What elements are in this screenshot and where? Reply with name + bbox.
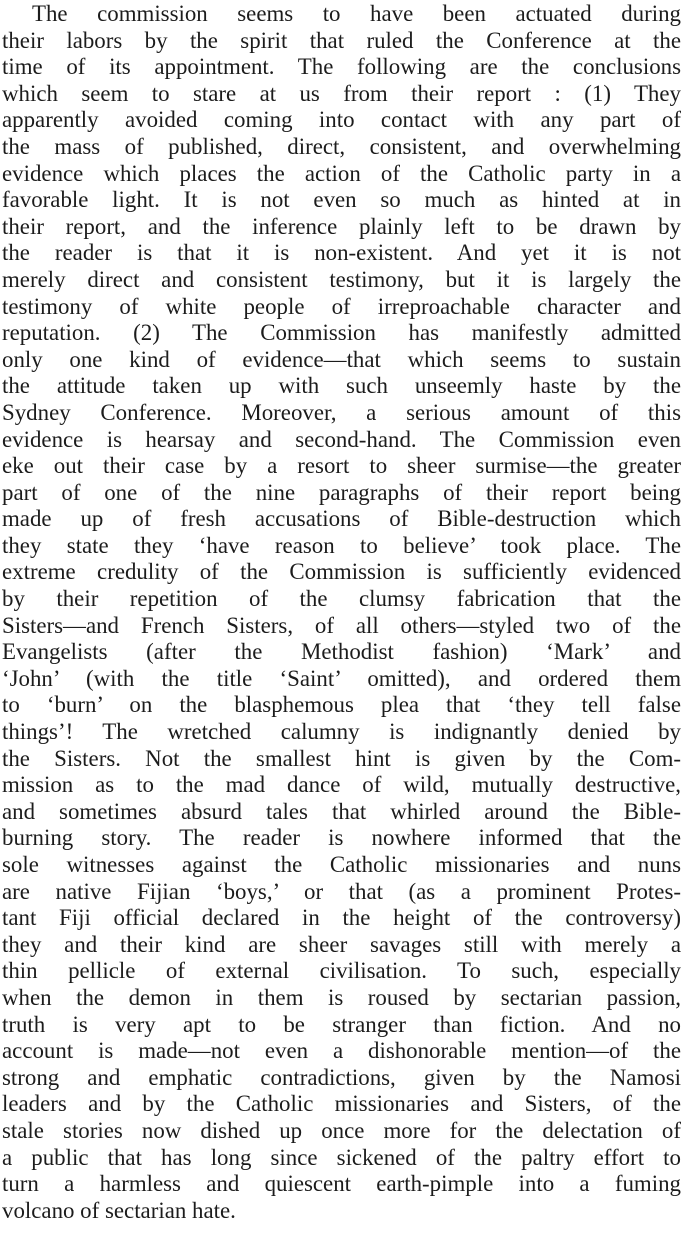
text-line-07: evidence which places the action of the Catholic party in a: [2, 160, 681, 186]
text-line-30: mission as to the mad dance of wild, mutually destructive,: [2, 772, 681, 798]
text-line-44: a public that has long since sickened of the paltry effort to: [2, 1144, 681, 1170]
text-line-33: sole witnesses against the Catholic missionaries and nuns: [2, 852, 681, 877]
text-line-25: Evangelists (after the Methodist fashion) ‘Mark’ and: [2, 639, 681, 665]
text-line-37: thin pellicle of external civilisation. To such, especially: [2, 958, 681, 984]
text-line-01: The commission seems to have been actuated during: [32, 1, 681, 26]
text-line-46: volcano of sectarian hate.: [2, 1197, 236, 1223]
text-line-24: Sisters—and French Sisters, of all others—styled two of the: [2, 612, 681, 638]
text-line-20: made up of fresh accusations of Bible-destruction which: [2, 506, 681, 532]
text-line-23: by their repetition of the clumsy fabrication that the: [2, 586, 681, 612]
text-line-35: tant Fiji official declared in the height of the controversy): [2, 905, 681, 931]
text-line-16: Sydney Conference. Moreover, a serious amount of this: [2, 399, 681, 425]
text-line-34: are native Fijian ‘boys,’ or that (as a prominent Protes-: [2, 878, 681, 904]
text-line-03: time of its appointment. The following are the conclusions: [2, 54, 681, 80]
text-line-15: the attitude taken up with such unseemly haste by the: [2, 373, 681, 399]
text-line-19: part of one of the nine paragraphs of their report being: [2, 479, 681, 505]
text-line-12: testimony of white people of irreproachable character and: [2, 293, 681, 319]
text-line-10: the reader is that it is non-existent. And yet it is not: [2, 240, 681, 266]
text-line-31: and sometimes absurd tales that whirled around the Bible-: [2, 798, 681, 824]
text-line-22: extreme credulity of the Commission is sufficiently evidenced: [2, 559, 681, 585]
text-line-09: their report, and the inference plainly left to be drawn by: [2, 213, 681, 239]
article-text-column: [2, 1, 681, 1224]
text-line-14: only one kind of evidence—that which seems to sustain: [2, 346, 681, 372]
text-line-41: strong and emphatic contradictions, given by the Namosi: [2, 1064, 681, 1090]
text-line-18: eke out their case by a resort to sheer surmise—the greater: [2, 453, 681, 479]
text-line-29: the Sisters. Not the smallest hint is given by the Com-: [2, 745, 681, 771]
text-line-39: truth is very apt to be stranger than fiction. And no: [2, 1011, 681, 1037]
text-line-05: apparently avoided coming into contact with any part of: [2, 107, 681, 133]
text-line-06: the mass of published, direct, consistent, and overwhelming: [2, 133, 681, 159]
text-line-43: stale stories now dished up once more for the delectation of: [2, 1117, 681, 1143]
text-line-02: their labors by the spirit that ruled the Conference at the: [2, 27, 681, 53]
text-line-32: burning story. The reader is nowhere informed that the: [2, 825, 681, 851]
text-line-36: they and their kind are sheer savages still with merely a: [2, 931, 681, 957]
text-line-21: they state they ‘have reason to believe’ took place. The: [2, 532, 681, 558]
text-line-38: when the demon in them is roused by sectarian passion,: [2, 984, 681, 1010]
text-line-11: merely direct and consistent testimony, but it is largely the: [2, 266, 681, 292]
text-line-42: leaders and by the Catholic missionaries and Sisters, of the: [2, 1091, 681, 1117]
text-line-04: which seem to stare at us from their report : (1) They: [2, 80, 681, 106]
text-line-40: account is made—not even a dishonorable mention—of the: [2, 1038, 681, 1064]
text-line-08: favorable light. It is not even so much as hinted at in: [2, 187, 681, 213]
text-line-26: ‘John’ (with the title ‘Saint’ omitted), and ordered them: [2, 665, 681, 691]
text-line-27: to ‘burn’ on the blasphemous plea that ‘they tell false: [2, 692, 681, 718]
text-line-28: things’! The wretched calumny is indignantly denied by: [2, 719, 681, 745]
text-line-45: turn a harmless and quiescent earth-pimple into a fuming: [2, 1171, 681, 1197]
text-line-13: reputation. (2) The Commission has manifestly admitted: [2, 320, 681, 346]
text-line-17: evidence is hearsay and second-hand. The Commission even: [2, 426, 681, 452]
